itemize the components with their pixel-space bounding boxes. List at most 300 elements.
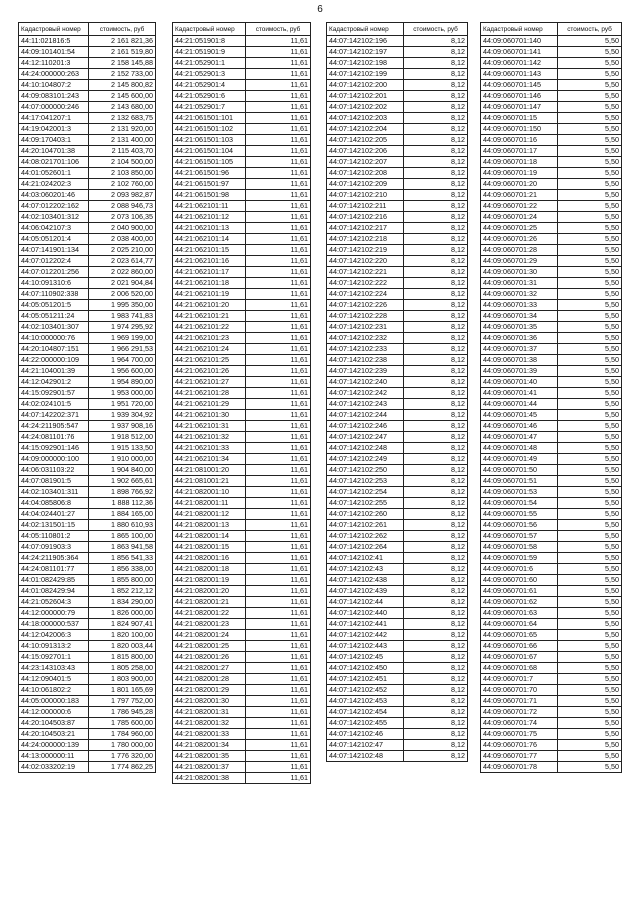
table-row xyxy=(481,311,622,322)
header-cadastral-number: Кадастровый номер xyxy=(327,23,404,36)
cadastral-number-cell: 44:09:101401:54 xyxy=(19,47,89,58)
table-row xyxy=(481,91,622,102)
cadastral-number-cell: 44:21:082001:29 xyxy=(173,685,246,696)
table-row xyxy=(19,190,156,201)
table-row xyxy=(481,102,622,113)
cost-cell: 1 776 320,00 xyxy=(89,751,156,762)
table-row xyxy=(19,399,156,410)
cadastral-number-cell: 44:10:091310:6 xyxy=(19,278,89,289)
cost-cell: 11,61 xyxy=(246,410,311,421)
table-row xyxy=(327,212,468,223)
cadastral-number-cell: 44:01:052601:1 xyxy=(19,168,89,179)
cadastral-number-cell: 44:07:142102:43 xyxy=(327,564,404,575)
cost-cell: 1 856 541,33 xyxy=(89,553,156,564)
table-row xyxy=(19,124,156,135)
cadastral-number-cell: 44:06:031103:22 xyxy=(19,465,89,476)
cadastral-number-cell: 44:21:082001:19 xyxy=(173,575,246,586)
cadastral-number-cell: 44:01:082429:85 xyxy=(19,575,89,586)
cadastral-number-cell: 44:05:000000:183 xyxy=(19,696,89,707)
cadastral-number-cell: 44:02:131501:15 xyxy=(19,520,89,531)
table-row xyxy=(481,740,622,751)
cost-cell: 11,61 xyxy=(246,201,311,212)
cadastral-number-cell: 44:21:062101:15 xyxy=(173,245,246,256)
table-row xyxy=(481,443,622,454)
table-row xyxy=(327,707,468,718)
table-row xyxy=(19,256,156,267)
table-row xyxy=(19,685,156,696)
cost-cell: 2 131 920,00 xyxy=(89,124,156,135)
table-row xyxy=(19,729,156,740)
cost-cell: 11,61 xyxy=(246,718,311,729)
cost-cell: 11,61 xyxy=(246,564,311,575)
cost-cell: 8,12 xyxy=(404,388,468,399)
cost-cell: 1 953 000,00 xyxy=(89,388,156,399)
table-row xyxy=(481,333,622,344)
cadastral-number-cell: 44:07:142102:47 xyxy=(327,740,404,751)
cost-cell: 11,61 xyxy=(246,597,311,608)
cost-cell: 2 006 520,00 xyxy=(89,289,156,300)
table-row xyxy=(173,564,311,575)
cost-cell: 5,50 xyxy=(558,575,622,586)
cost-cell: 8,12 xyxy=(404,36,468,47)
table-row xyxy=(173,410,311,421)
cadastral-number-cell: 44:07:142102:209 xyxy=(327,179,404,190)
cadastral-number-cell: 44:07:142102:240 xyxy=(327,377,404,388)
cost-cell: 11,61 xyxy=(246,619,311,630)
cost-cell: 11,61 xyxy=(246,542,311,553)
table-row xyxy=(19,223,156,234)
cost-cell: 5,50 xyxy=(558,509,622,520)
cost-cell: 2 158 145,88 xyxy=(89,58,156,69)
table-row xyxy=(481,597,622,608)
cadastral-number-cell: 44:07:142102:44 xyxy=(327,597,404,608)
table-row xyxy=(19,652,156,663)
table-row xyxy=(19,674,156,685)
cost-cell: 8,12 xyxy=(404,630,468,641)
table-row xyxy=(19,355,156,366)
cost-cell: 5,50 xyxy=(558,289,622,300)
table-row xyxy=(19,377,156,388)
table-row xyxy=(481,135,622,146)
cadastral-number-cell: 44:17:041207:1 xyxy=(19,113,89,124)
cost-cell: 1 880 610,93 xyxy=(89,520,156,531)
cost-cell: 1 780 000,00 xyxy=(89,740,156,751)
table-row xyxy=(19,520,156,531)
cadastral-number-cell: 44:21:052901:6 xyxy=(173,91,246,102)
cadastral-number-cell: 44:10:000000:76 xyxy=(19,333,89,344)
cadastral-number-cell: 44:09:060701:51 xyxy=(481,476,558,487)
table-row xyxy=(19,311,156,322)
cost-cell: 8,12 xyxy=(404,190,468,201)
cost-cell: 11,61 xyxy=(246,476,311,487)
cost-cell: 8,12 xyxy=(404,674,468,685)
cost-cell: 11,61 xyxy=(246,586,311,597)
header-cadastral-number: Кадастровый номер xyxy=(19,23,89,36)
cadastral-number-cell: 44:07:142102:255 xyxy=(327,498,404,509)
cadastral-number-cell: 44:09:060701:44 xyxy=(481,399,558,410)
cost-cell: 2 040 900,00 xyxy=(89,223,156,234)
cost-cell: 1 915 133,50 xyxy=(89,443,156,454)
cadastral-number-cell: 44:07:142102:220 xyxy=(327,256,404,267)
table-row xyxy=(173,542,311,553)
table-row xyxy=(327,685,468,696)
cadastral-number-cell: 44:23:143103:43 xyxy=(19,663,89,674)
table-row xyxy=(173,267,311,278)
table-row xyxy=(173,377,311,388)
cost-cell: 5,50 xyxy=(558,564,622,575)
table-row xyxy=(481,487,622,498)
table-row xyxy=(173,344,311,355)
cadastral-number-cell: 44:20:104503:87 xyxy=(19,718,89,729)
cadastral-number-cell: 44:07:142102:439 xyxy=(327,586,404,597)
cost-cell: 8,12 xyxy=(404,311,468,322)
table-row xyxy=(19,762,156,773)
cost-cell: 1 797 752,00 xyxy=(89,696,156,707)
table-row xyxy=(173,157,311,168)
table-row xyxy=(327,487,468,498)
table-row xyxy=(481,641,622,652)
table-row xyxy=(327,553,468,564)
cost-cell: 5,50 xyxy=(558,146,622,157)
table-row xyxy=(481,36,622,47)
cost-cell: 5,50 xyxy=(558,718,622,729)
table-row xyxy=(481,245,622,256)
table-row xyxy=(173,245,311,256)
cost-cell: 11,61 xyxy=(246,740,311,751)
cadastral-number-cell: 44:09:060701:61 xyxy=(481,586,558,597)
cost-cell: 11,61 xyxy=(246,157,311,168)
cost-cell: 8,12 xyxy=(404,487,468,498)
cadastral-number-cell: 44:07:142102:260 xyxy=(327,509,404,520)
cost-cell: 8,12 xyxy=(404,267,468,278)
table-row xyxy=(173,47,311,58)
cadastral-number-cell: 44:21:082001:16 xyxy=(173,553,246,564)
cost-cell: 5,50 xyxy=(558,366,622,377)
cost-cell: 5,50 xyxy=(558,410,622,421)
cost-cell: 5,50 xyxy=(558,476,622,487)
table-row xyxy=(19,531,156,542)
cadastral-number-cell: 44:21:082001:33 xyxy=(173,729,246,740)
cadastral-number-cell: 44:21:061501:98 xyxy=(173,190,246,201)
cadastral-number-cell: 44:09:060701:31 xyxy=(481,278,558,289)
cadastral-number-cell: 44:09:060701:65 xyxy=(481,630,558,641)
cost-cell: 5,50 xyxy=(558,311,622,322)
cadastral-number-cell: 44:05:051211:24 xyxy=(19,311,89,322)
cost-cell: 11,61 xyxy=(246,300,311,311)
cost-cell: 8,12 xyxy=(404,47,468,58)
cadastral-number-cell: 44:21:062101:18 xyxy=(173,278,246,289)
cost-cell: 8,12 xyxy=(404,443,468,454)
table-row xyxy=(327,674,468,685)
cost-cell: 11,61 xyxy=(246,245,311,256)
cadastral-number-cell: 44:09:060701:147 xyxy=(481,102,558,113)
cost-cell: 8,12 xyxy=(404,69,468,80)
cost-cell: 11,61 xyxy=(246,773,311,784)
table-row xyxy=(173,146,311,157)
table-row xyxy=(481,630,622,641)
cadastral-number-cell: 44:24:081101:76 xyxy=(19,432,89,443)
table-row xyxy=(481,168,622,179)
cadastral-number-cell: 44:09:060701:36 xyxy=(481,333,558,344)
cadastral-number-cell: 44:07:142102:244 xyxy=(327,410,404,421)
cost-cell: 5,50 xyxy=(558,124,622,135)
cadastral-number-cell: 44:09:060701:39 xyxy=(481,366,558,377)
cadastral-number-cell: 44:20:104807:151 xyxy=(19,344,89,355)
cost-cell: 8,12 xyxy=(404,553,468,564)
cost-cell: 5,50 xyxy=(558,597,622,608)
table-row xyxy=(481,399,622,410)
cost-cell: 8,12 xyxy=(404,278,468,289)
cadastral-number-cell: 44:07:142102:231 xyxy=(327,322,404,333)
cost-cell: 11,61 xyxy=(246,36,311,47)
cost-cell: 8,12 xyxy=(404,212,468,223)
table-row xyxy=(173,135,311,146)
cost-cell: 5,50 xyxy=(558,729,622,740)
cadastral-number-cell: 44:09:060701:34 xyxy=(481,311,558,322)
cadastral-number-cell: 44:07:142102:226 xyxy=(327,300,404,311)
cadastral-number-cell: 44:07:142102:232 xyxy=(327,333,404,344)
cadastral-number-cell: 44:09:060701:53 xyxy=(481,487,558,498)
cadastral-number-cell: 44:24:211905:364 xyxy=(19,553,89,564)
cadastral-number-cell: 44:21:082001:32 xyxy=(173,718,246,729)
cost-cell: 8,12 xyxy=(404,135,468,146)
cost-cell: 11,61 xyxy=(246,47,311,58)
table-row xyxy=(19,157,156,168)
table-row xyxy=(173,80,311,91)
cadastral-number-cell: 44:09:060701:60 xyxy=(481,575,558,586)
cost-cell: 1 805 258,00 xyxy=(89,663,156,674)
table-row xyxy=(173,212,311,223)
table-row xyxy=(19,113,156,124)
table-row xyxy=(19,608,156,619)
cadastral-number-cell: 44:18:000000:537 xyxy=(19,619,89,630)
cost-cell: 8,12 xyxy=(404,432,468,443)
table-row xyxy=(481,520,622,531)
cadastral-number-cell: 44:21:052901:1 xyxy=(173,58,246,69)
table-row xyxy=(173,234,311,245)
table-row xyxy=(19,322,156,333)
table-row xyxy=(481,201,622,212)
table-row xyxy=(481,366,622,377)
cost-cell: 5,50 xyxy=(558,212,622,223)
cost-cell: 1 834 290,00 xyxy=(89,597,156,608)
cost-cell: 1 902 665,61 xyxy=(89,476,156,487)
cadastral-number-cell: 44:21:062101:17 xyxy=(173,267,246,278)
cadastral-number-cell: 44:09:060701:67 xyxy=(481,652,558,663)
cost-cell: 11,61 xyxy=(246,762,311,773)
cadastral-number-cell: 44:09:060701:28 xyxy=(481,245,558,256)
cadastral-number-cell: 44:09:060701:78 xyxy=(481,762,558,773)
table-row xyxy=(173,223,311,234)
table-row xyxy=(19,69,156,80)
cadastral-number-cell: 44:11:021816:5 xyxy=(19,36,89,47)
table-row xyxy=(327,652,468,663)
table-row xyxy=(173,421,311,432)
cadastral-number-cell: 44:09:060701:33 xyxy=(481,300,558,311)
cost-cell: 11,61 xyxy=(246,553,311,564)
cadastral-number-cell: 44:07:142102:452 xyxy=(327,685,404,696)
cost-cell: 8,12 xyxy=(404,289,468,300)
cost-cell: 11,61 xyxy=(246,311,311,322)
cost-cell: 8,12 xyxy=(404,355,468,366)
table-row xyxy=(19,542,156,553)
cadastral-number-cell: 44:21:061501:101 xyxy=(173,113,246,124)
cadastral-number-cell: 44:21:082001:25 xyxy=(173,641,246,652)
cadastral-number-cell: 44:21:061501:96 xyxy=(173,168,246,179)
table-row xyxy=(19,300,156,311)
cadastral-number-cell: 44:07:142102:198 xyxy=(327,58,404,69)
table-row xyxy=(173,399,311,410)
cadastral-number-cell: 44:21:062101:21 xyxy=(173,311,246,322)
cadastral-table-1 xyxy=(18,22,156,773)
table-row xyxy=(19,245,156,256)
cost-cell: 8,12 xyxy=(404,520,468,531)
table-row xyxy=(481,729,622,740)
cadastral-number-cell: 44:21:062101:13 xyxy=(173,223,246,234)
cost-cell: 8,12 xyxy=(404,421,468,432)
cost-cell: 8,12 xyxy=(404,410,468,421)
cadastral-number-cell: 44:04:024401:27 xyxy=(19,509,89,520)
cadastral-number-cell: 44:09:060701:141 xyxy=(481,47,558,58)
cost-cell: 2 103 850,00 xyxy=(89,168,156,179)
cost-cell: 8,12 xyxy=(404,641,468,652)
cadastral-number-cell: 44:12:090401:5 xyxy=(19,674,89,685)
cost-cell: 11,61 xyxy=(246,751,311,762)
cadastral-number-cell: 44:09:060701:145 xyxy=(481,80,558,91)
cost-cell: 11,61 xyxy=(246,399,311,410)
cost-cell: 1 918 512,00 xyxy=(89,432,156,443)
table-row xyxy=(327,113,468,124)
cost-cell: 8,12 xyxy=(404,707,468,718)
cadastral-number-cell: 44:07:142102:199 xyxy=(327,69,404,80)
cadastral-number-cell: 44:09:060701:56 xyxy=(481,520,558,531)
cadastral-number-cell: 44:09:060701:71 xyxy=(481,696,558,707)
cost-cell: 8,12 xyxy=(404,113,468,124)
cadastral-number-cell: 44:09:060701:40 xyxy=(481,377,558,388)
cadastral-number-cell: 44:22:000000:109 xyxy=(19,355,89,366)
table-row xyxy=(327,124,468,135)
table-row xyxy=(19,432,156,443)
cadastral-number-cell: 44:07:142102:239 xyxy=(327,366,404,377)
table-row xyxy=(173,476,311,487)
cadastral-number-cell: 44:09:060701:72 xyxy=(481,707,558,718)
cadastral-number-cell: 44:15:092901:57 xyxy=(19,388,89,399)
cadastral-number-cell: 44:07:012202:4 xyxy=(19,256,89,267)
table-row xyxy=(173,388,311,399)
table-row xyxy=(327,597,468,608)
cost-cell: 5,50 xyxy=(558,641,622,652)
cost-cell: 5,50 xyxy=(558,608,622,619)
table-row xyxy=(19,91,156,102)
cost-cell: 5,50 xyxy=(558,443,622,454)
cost-cell: 1 784 960,00 xyxy=(89,729,156,740)
table-row xyxy=(481,454,622,465)
cadastral-number-cell: 44:07:142102:440 xyxy=(327,608,404,619)
cadastral-number-cell: 44:09:060701:59 xyxy=(481,553,558,564)
cadastral-number-cell: 44:09:060701:70 xyxy=(481,685,558,696)
cadastral-number-cell: 44:09:060701:142 xyxy=(481,58,558,69)
table-row xyxy=(481,267,622,278)
table-row xyxy=(481,575,622,586)
cost-cell: 1 852 212,12 xyxy=(89,586,156,597)
cadastral-number-cell: 44:21:082001:30 xyxy=(173,696,246,707)
cost-cell: 1 826 000,00 xyxy=(89,608,156,619)
cadastral-number-cell: 44:07:142102:264 xyxy=(327,542,404,553)
cost-cell: 11,61 xyxy=(246,69,311,80)
cost-cell: 8,12 xyxy=(404,245,468,256)
table-row xyxy=(327,751,468,762)
cost-cell: 11,61 xyxy=(246,179,311,190)
cadastral-number-cell: 44:07:142102:222 xyxy=(327,278,404,289)
cadastral-number-cell: 44:21:082001:27 xyxy=(173,663,246,674)
cadastral-number-cell: 44:09:060701:22 xyxy=(481,201,558,212)
cadastral-number-cell: 44:07:142102:224 xyxy=(327,289,404,300)
cadastral-number-cell: 44:09:060701:20 xyxy=(481,179,558,190)
cost-cell: 1 951 720,00 xyxy=(89,399,156,410)
cadastral-number-cell: 44:07:142102:454 xyxy=(327,707,404,718)
cost-cell: 11,61 xyxy=(246,355,311,366)
cost-cell: 11,61 xyxy=(246,487,311,498)
table-row xyxy=(173,619,311,630)
table-row xyxy=(481,344,622,355)
cadastral-number-cell: 44:07:142102:450 xyxy=(327,663,404,674)
header-cadastral-number: Кадастровый номер xyxy=(173,23,246,36)
cadastral-number-cell: 44:09:060701:146 xyxy=(481,91,558,102)
table-row xyxy=(481,289,622,300)
cadastral-number-cell: 44:07:142102:207 xyxy=(327,157,404,168)
cost-cell: 11,61 xyxy=(246,278,311,289)
cost-cell: 5,50 xyxy=(558,179,622,190)
cadastral-number-cell: 44:05:051201:4 xyxy=(19,234,89,245)
table-row xyxy=(173,751,311,762)
cadastral-table-3 xyxy=(326,22,468,762)
cadastral-number-cell: 44:09:060701:7 xyxy=(481,674,558,685)
cadastral-number-cell: 44:21:052901:4 xyxy=(173,80,246,91)
cost-cell: 8,12 xyxy=(404,146,468,157)
table-row xyxy=(327,190,468,201)
table-row xyxy=(327,311,468,322)
cadastral-number-cell: 44:07:012201:256 xyxy=(19,267,89,278)
table-row xyxy=(481,179,622,190)
table-row xyxy=(327,619,468,630)
cadastral-number-cell: 44:21:082001:22 xyxy=(173,608,246,619)
cost-cell: 2 021 904,84 xyxy=(89,278,156,289)
cadastral-number-cell: 44:21:062101:34 xyxy=(173,454,246,465)
table-row xyxy=(19,443,156,454)
table-row xyxy=(481,685,622,696)
cadastral-number-cell: 44:07:081901:5 xyxy=(19,476,89,487)
table-row xyxy=(173,575,311,586)
cadastral-number-cell: 44:09:060701:63 xyxy=(481,608,558,619)
cost-cell: 11,61 xyxy=(246,608,311,619)
table-row xyxy=(173,179,311,190)
table-row xyxy=(173,509,311,520)
table-row xyxy=(481,674,622,685)
cadastral-number-cell: 44:19:042001:3 xyxy=(19,124,89,135)
table-row xyxy=(173,773,311,784)
table-row xyxy=(481,113,622,124)
table-row xyxy=(173,641,311,652)
cost-cell: 2 161 821,36 xyxy=(89,36,156,47)
cost-cell: 8,12 xyxy=(404,652,468,663)
cost-cell: 5,50 xyxy=(558,498,622,509)
cost-cell: 5,50 xyxy=(558,135,622,146)
cost-cell: 11,61 xyxy=(246,663,311,674)
cadastral-number-cell: 44:07:142102:218 xyxy=(327,234,404,245)
cadastral-number-cell: 44:21:081001:20 xyxy=(173,465,246,476)
table-row xyxy=(173,311,311,322)
cadastral-number-cell: 44:10:104807:2 xyxy=(19,80,89,91)
